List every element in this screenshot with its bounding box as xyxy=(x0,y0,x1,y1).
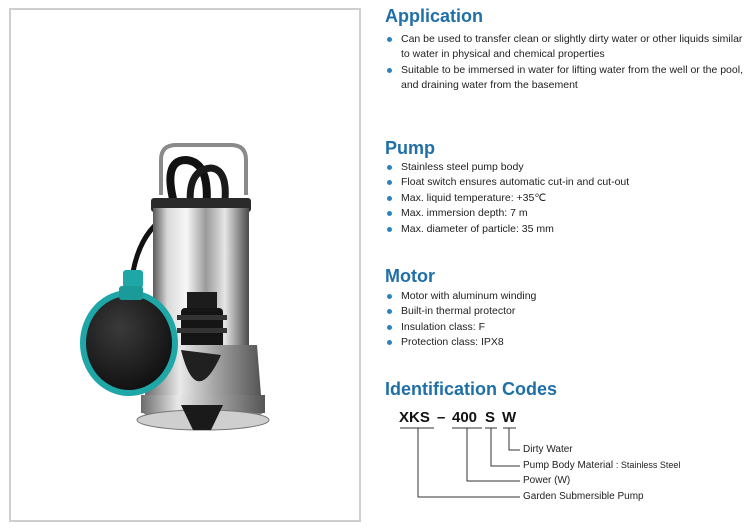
legend-series: Garden Submersible Pump xyxy=(523,491,644,502)
list-item: Insulation class: F xyxy=(385,320,745,335)
legend-dirty-water: Dirty Water xyxy=(523,444,573,455)
code-power: 400 xyxy=(452,409,478,426)
list-item: Stainless steel pump body xyxy=(385,160,745,175)
legend-power: Power (W) xyxy=(523,475,571,486)
code-dash: – xyxy=(437,409,446,426)
list-item: Motor with aluminum winding xyxy=(385,289,745,304)
list-item: Max. diameter of particle: 35 mm xyxy=(385,222,745,237)
code-material: S xyxy=(485,409,496,426)
list-item: Built-in thermal protector xyxy=(385,304,745,319)
list-item: Max. immersion depth: 7 m xyxy=(385,206,745,221)
identification-title: Identification Codes xyxy=(385,379,558,399)
list-item: Max. liquid temperature: +35℃ xyxy=(385,191,745,206)
list-item: Can be used to transfer clean or slightly dirty water or other liquids similar to water in physical and chemical properties xyxy=(385,32,745,63)
list-item: Protection class: IPX8 xyxy=(385,335,745,350)
pump-title: Pump xyxy=(385,138,436,158)
list-item: Float switch ensures automatic cut-in and cut-out xyxy=(385,175,745,190)
motor-title: Motor xyxy=(385,266,435,286)
list-item: Suitable to be immersed in water for lifting water from the well or the pool, and draining water from the basement xyxy=(385,63,745,94)
application-title: Application xyxy=(385,6,483,26)
legend-material: Pump Body Material : Stainless Steel xyxy=(523,460,681,471)
code-water: W xyxy=(502,409,517,426)
code-series: XKS xyxy=(399,409,430,426)
